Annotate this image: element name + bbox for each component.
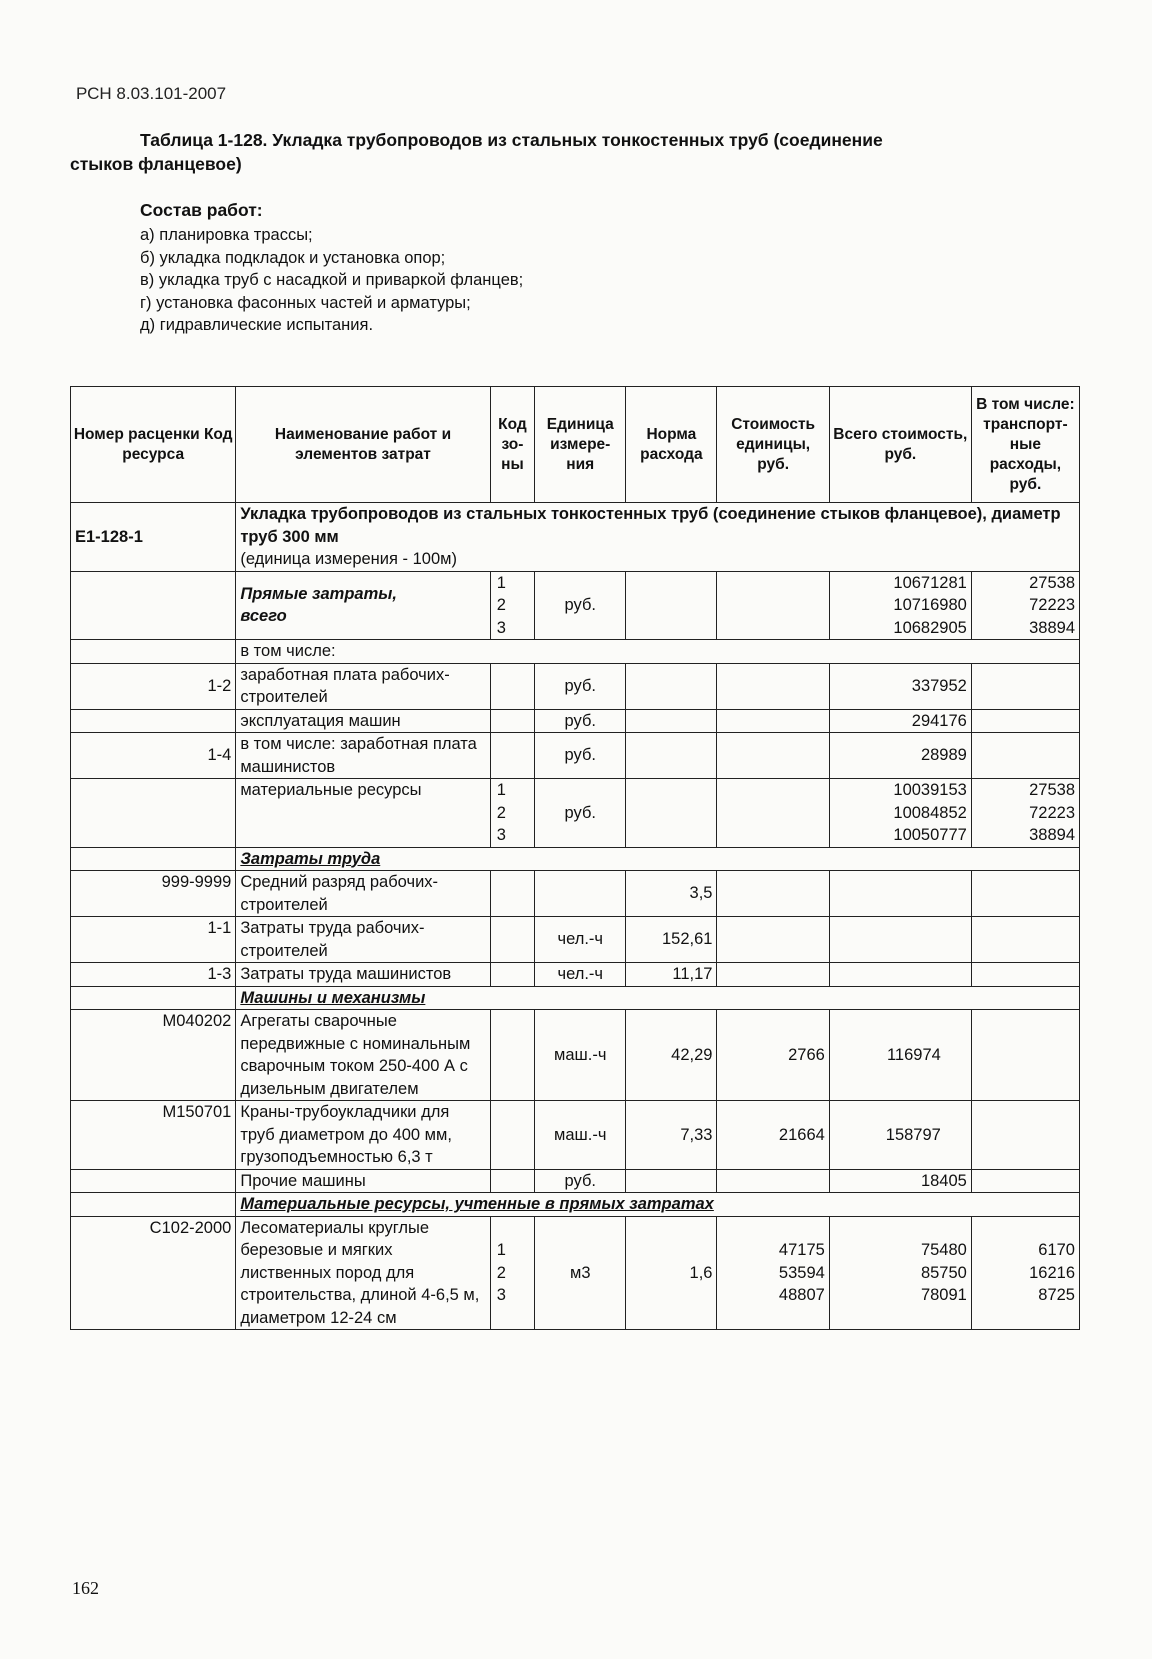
unit-cost-cell (717, 709, 829, 733)
zones-cell (490, 871, 535, 917)
total-value: 10716980 (893, 596, 967, 614)
zones-cell (490, 571, 535, 640)
zones-cell (490, 779, 535, 848)
zone: 2 (496, 803, 506, 822)
total-cell: 158797 (829, 1101, 971, 1170)
work-item: в) укладка труб с насадкой и приваркой фланцев; (140, 271, 524, 289)
name-cell: Затраты труда машинистов (236, 963, 490, 987)
work-item: б) укладка подкладок и установка опор; (140, 248, 446, 267)
code-cell (71, 779, 236, 848)
table-row (71, 1216, 1080, 1330)
title-line-1: Таблица 1-128. Укладка трубопроводов из стальных тонкостенных труб (соединение (140, 130, 883, 150)
total-value: 10671281 (893, 573, 967, 592)
unit-cell: руб. (535, 733, 626, 779)
total-cell (829, 571, 971, 640)
unit-cost-cell (717, 1169, 829, 1193)
direct-costs-label (236, 571, 490, 640)
unit-cell: руб. (535, 571, 626, 640)
table-row (71, 663, 1080, 709)
unit-cost-cell: 2766 (717, 1010, 829, 1101)
total-cell (829, 871, 971, 917)
transport-cell (971, 709, 1079, 733)
transport-value: 72223 (1029, 803, 1075, 822)
total-cell: 294176 (829, 709, 971, 733)
table-row (71, 871, 1080, 917)
unit-cell: маш.-ч (535, 1101, 626, 1170)
norm-cell (626, 709, 717, 733)
code-cell (71, 1193, 236, 1217)
name-cell: Затраты труда рабочих-строителей (236, 917, 490, 963)
code-cell (71, 571, 236, 640)
zone: 1 (496, 1241, 506, 1259)
rate-code: Е1-128-1 (71, 503, 236, 572)
unit-cost-cell (717, 963, 829, 987)
unit-cell: маш.-ч (535, 1010, 626, 1101)
name-cell: заработная плата рабочих-строителей (236, 663, 490, 709)
table-row (71, 1169, 1080, 1193)
work-item: д) гидравлические испытания. (140, 316, 374, 334)
transport-cell (971, 1010, 1079, 1101)
zones-cell (490, 709, 535, 733)
transport-cell (971, 571, 1079, 640)
transport-cell (971, 733, 1079, 779)
unit-cell: руб. (535, 1169, 626, 1193)
zones-cell (490, 917, 535, 963)
norm-cell: 11,17 (626, 963, 717, 987)
unit-cell: руб. (535, 709, 626, 733)
unit-cost-value: 53594 (778, 1263, 825, 1282)
name-cell: Лесоматериалы круглые березовые и мягких лиственных пород для строительства, длиной 4-6,5 м, диаметром 12-24 см (236, 1216, 490, 1330)
document-code: РСН 8.03.101-2007 (76, 84, 227, 103)
labor-heading: Затраты труда (236, 847, 1080, 871)
code-cell: 999-9999 (71, 871, 236, 917)
rate-title: Укладка трубопроводов из стальных тонкостенных труб (соединение стыков фланцевое), диаметр труб 300 мм (240, 505, 1061, 546)
unit-cell: чел.-ч (535, 963, 626, 987)
transport-value: 27538 (1029, 573, 1075, 592)
total-cell: 116974 (829, 1010, 971, 1101)
table-row (71, 1010, 1080, 1101)
total-value: 85750 (920, 1263, 967, 1282)
transport-value: 6170 (1038, 1241, 1075, 1259)
rate-row (71, 503, 1080, 572)
unit-cell: руб. (535, 779, 626, 848)
table-row (71, 963, 1080, 987)
transport-value: 27538 (1029, 781, 1075, 799)
transport-cell (971, 1216, 1079, 1330)
transport-cell (971, 871, 1079, 917)
unit-cell: чел.-ч (535, 917, 626, 963)
code-cell (71, 986, 236, 1010)
section-row (71, 847, 1080, 871)
transport-value: 72223 (1029, 596, 1075, 614)
unit-cost-cell (717, 779, 829, 848)
norm-cell: 3,5 (626, 871, 717, 917)
work-composition-heading: Состав работ: (140, 200, 263, 220)
header-unit: Единица измере-ния (535, 387, 626, 503)
table-row (71, 779, 1080, 848)
norm-cell: 152,61 (626, 917, 717, 963)
code-cell: С102-2000 (71, 1216, 236, 1330)
unit-cost-value: 48807 (778, 1286, 825, 1304)
header-code: Номер расценки Код ресурса (71, 387, 236, 503)
total-cell (829, 917, 971, 963)
norm-cell: 42,29 (626, 1010, 717, 1101)
rate-title-cell (236, 503, 1080, 572)
zone: 2 (496, 1263, 506, 1282)
header-row (71, 387, 1080, 503)
direct-label-1: Прямые затраты, (240, 584, 397, 603)
zone: 2 (496, 596, 506, 614)
table-row (71, 1101, 1080, 1170)
total-value: 75480 (920, 1241, 967, 1259)
table-row (71, 917, 1080, 963)
name-cell: эксплуатация машин (236, 709, 490, 733)
zone: 3 (496, 618, 506, 637)
norm-cell (626, 733, 717, 779)
zones-cell (490, 1169, 535, 1193)
unit-cost-cell (717, 663, 829, 709)
rates-table (70, 386, 1080, 1330)
name-cell: материальные ресурсы (236, 779, 490, 848)
total-value: 10084852 (893, 803, 967, 822)
norm-cell: 1,6 (626, 1216, 717, 1330)
total-value: 78091 (920, 1286, 967, 1304)
name-cell: в том числе: заработная плата машинистов (236, 733, 490, 779)
unit-cost-cell (717, 571, 829, 640)
total-cell (829, 779, 971, 848)
name-cell: Прочие машины (236, 1169, 490, 1193)
code-cell (71, 1169, 236, 1193)
code-cell: 1-3 (71, 963, 236, 987)
table-title (70, 128, 1080, 176)
including-label: в том числе: (236, 640, 1080, 664)
table-row (71, 709, 1080, 733)
transport-value: 38894 (1029, 618, 1075, 637)
transport-cell (971, 663, 1079, 709)
norm-cell (626, 779, 717, 848)
header-transport: В том числе: транспорт-ные расходы, руб. (971, 387, 1079, 503)
unit-cost-cell (717, 1216, 829, 1330)
table-row (71, 733, 1080, 779)
total-value: 10039153 (893, 781, 967, 799)
zone: 3 (496, 1286, 506, 1304)
header-total: Всего стоимость, руб. (829, 387, 971, 503)
direct-label-2: всего (240, 607, 287, 626)
transport-value: 16216 (1029, 1263, 1075, 1282)
zones-cell (490, 733, 535, 779)
work-item: г) установка фасонных частей и арматуры; (140, 293, 471, 312)
rate-unit-note: (единица измерения - 100м) (240, 550, 457, 568)
work-item: а) планировка трассы; (140, 226, 313, 244)
norm-cell: 7,33 (626, 1101, 717, 1170)
unit-cell (535, 871, 626, 917)
header-unit-cost: Стоимость единицы, руб. (717, 387, 829, 503)
total-value: 10682905 (893, 618, 967, 637)
transport-cell (971, 1101, 1079, 1170)
zone: 1 (496, 573, 506, 592)
transport-value: 8725 (1038, 1286, 1075, 1304)
work-list (140, 224, 523, 337)
unit-cost-cell (717, 871, 829, 917)
code-cell (71, 640, 236, 664)
zones-cell (490, 1010, 535, 1101)
zones-cell (490, 1101, 535, 1170)
zones-cell (490, 963, 535, 987)
table-row (71, 571, 1080, 640)
name-cell: Средний разряд рабочих-строителей (236, 871, 490, 917)
machines-heading: Машины и механизмы (236, 986, 1080, 1010)
header-zone: Код зо-ны (490, 387, 535, 503)
norm-cell (626, 571, 717, 640)
code-cell: М150701 (71, 1101, 236, 1170)
unit-cost-cell (717, 917, 829, 963)
code-cell: 1-1 (71, 917, 236, 963)
code-cell (71, 847, 236, 871)
materials-heading: Материальные ресурсы, учтенные в прямых затратах (236, 1193, 1080, 1217)
name-cell: Агрегаты сварочные передвижные с номинальным сварочным током 250-400 А с дизельным двигателем (236, 1010, 490, 1101)
transport-cell (971, 963, 1079, 987)
total-cell: 337952 (829, 663, 971, 709)
table-row (71, 640, 1080, 664)
transport-cell (971, 779, 1079, 848)
unit-cell: руб. (535, 663, 626, 709)
code-cell: 1-2 (71, 663, 236, 709)
header-name: Наименование работ и элементов затрат (236, 387, 490, 503)
zone: 3 (496, 826, 506, 844)
unit-cell: м3 (535, 1216, 626, 1330)
norm-cell (626, 1169, 717, 1193)
zone: 1 (496, 781, 506, 799)
name-cell: Краны-трубоукладчики для труб диаметром до 400 мм, грузоподъемностью 6,3 т (236, 1101, 490, 1170)
total-cell (829, 963, 971, 987)
zones-cell (490, 663, 535, 709)
transport-cell (971, 917, 1079, 963)
total-cell: 28989 (829, 733, 971, 779)
code-cell (71, 709, 236, 733)
page-number: 162 (72, 1578, 99, 1598)
section-row (71, 986, 1080, 1010)
zones-cell (490, 1216, 535, 1330)
total-value: 10050777 (893, 826, 967, 844)
unit-cost-value: 47175 (778, 1241, 825, 1259)
total-cell: 18405 (829, 1169, 971, 1193)
transport-cell (971, 1169, 1079, 1193)
norm-cell (626, 663, 717, 709)
title-line-2: стыков фланцевое) (70, 154, 242, 174)
unit-cost-cell (717, 733, 829, 779)
unit-cost-cell: 21664 (717, 1101, 829, 1170)
code-cell: М040202 (71, 1010, 236, 1101)
total-cell (829, 1216, 971, 1330)
transport-value: 38894 (1029, 826, 1075, 844)
header-norm: Норма расхода (626, 387, 717, 503)
code-cell: 1-4 (71, 733, 236, 779)
section-row (71, 1193, 1080, 1217)
